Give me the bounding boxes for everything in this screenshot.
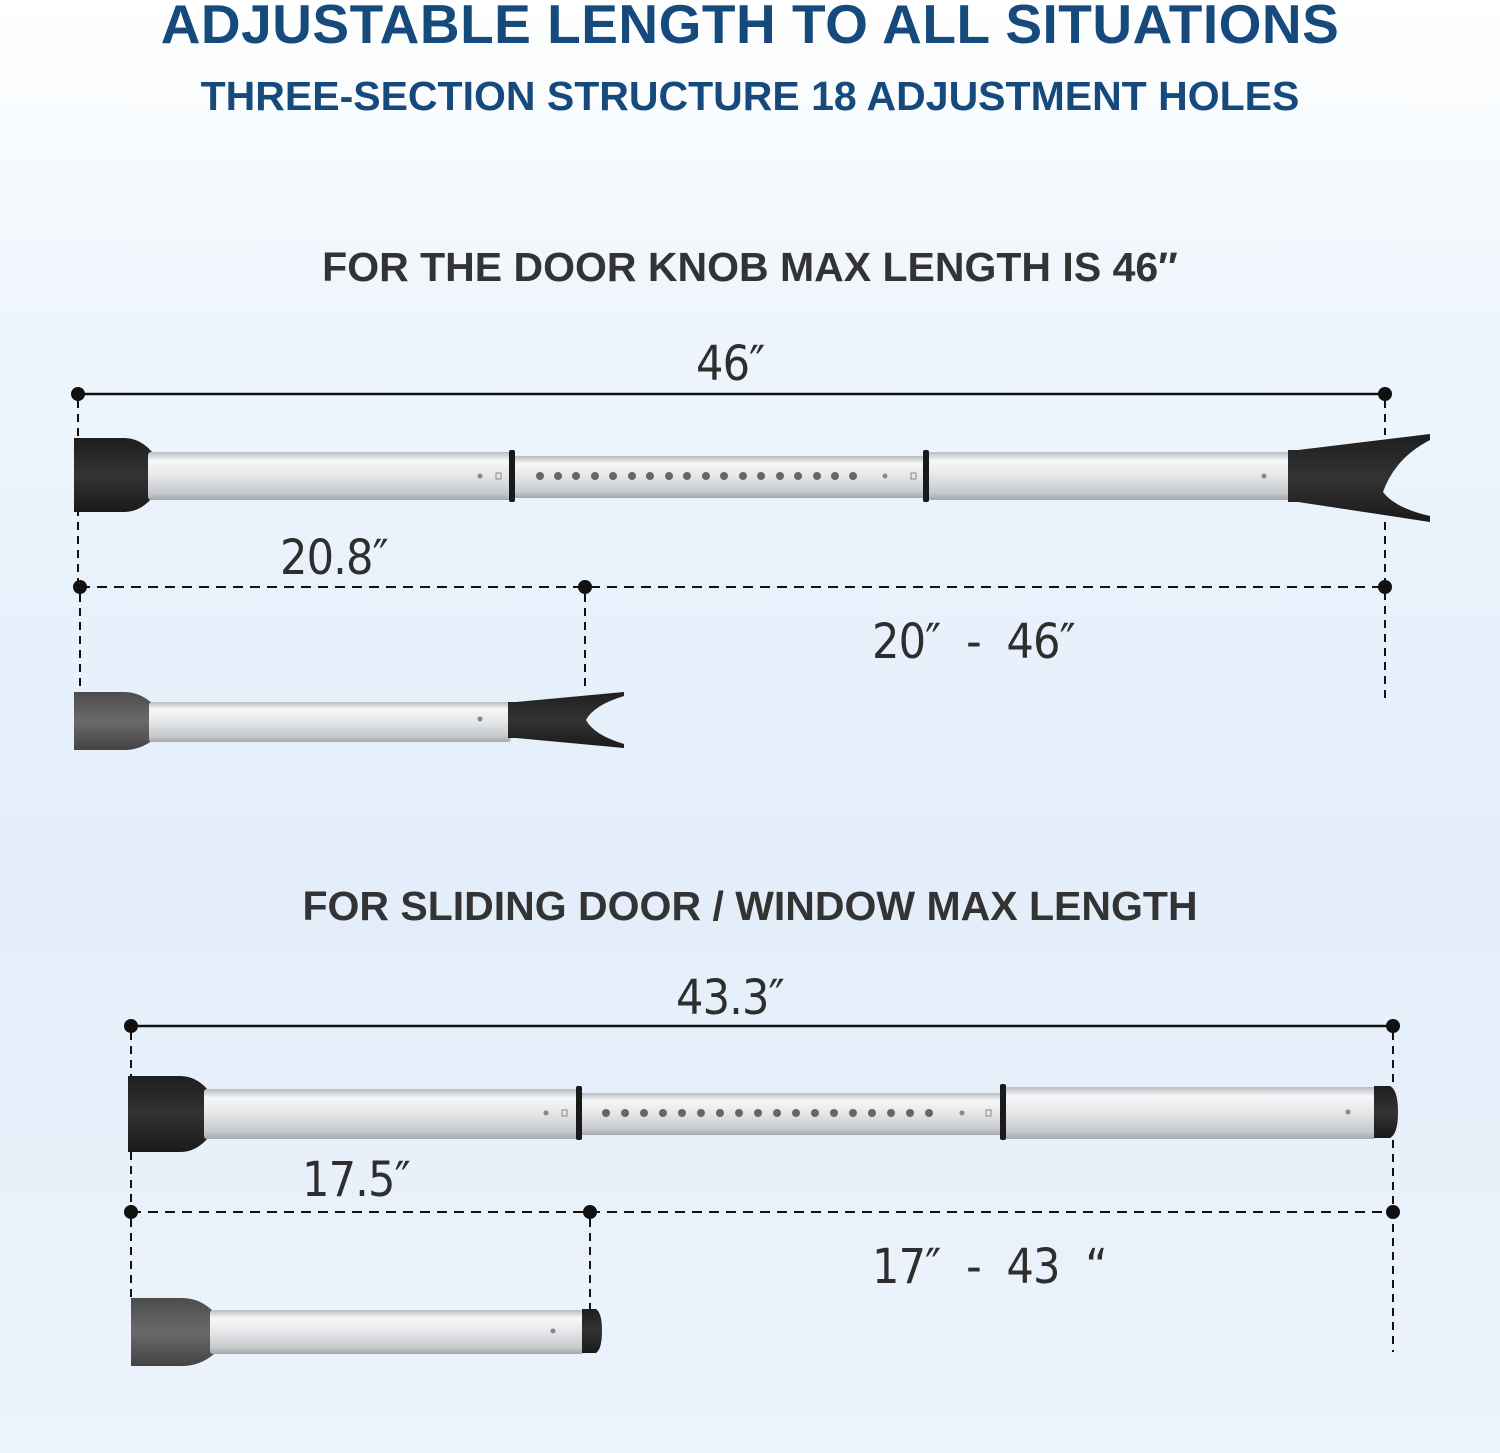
dimension-dot (124, 1019, 138, 1033)
dimension-dot (1378, 580, 1392, 594)
door-knob-max-length-label: 46″ (696, 336, 765, 392)
fork-end (508, 692, 624, 748)
sliding-door-dimension-lines (124, 1019, 1400, 1352)
dimension-dot (1378, 387, 1392, 401)
door-knob-bar-collapsed (74, 692, 624, 750)
dimension-dot (71, 387, 85, 401)
dimension-dot (578, 580, 592, 594)
sliding-door-max-length-label: 43.3″ (676, 970, 784, 1026)
fork-end (1288, 434, 1430, 522)
sliding-door-bar-collapsed (131, 1298, 602, 1366)
end-cap (582, 1309, 602, 1353)
dimension-dot (1386, 1019, 1400, 1033)
rubber-foot (131, 1298, 214, 1366)
dimension-dot (583, 1205, 597, 1219)
subtitle: THREE-SECTION STRUCTURE 18 ADJUSTMENT HOLES (200, 73, 1300, 119)
dimension-dot (124, 1205, 138, 1219)
sliding-door-min-length-label: 17.5″ (302, 1152, 410, 1208)
door-knob-min-length-label: 20.8″ (280, 530, 388, 586)
door-knob-dimension-lines (71, 387, 1392, 698)
rubber-foot (74, 692, 153, 750)
sliding-door-bar-extended (128, 1076, 1398, 1152)
rubber-foot (128, 1076, 208, 1152)
sliding-door-section-title: FOR SLIDING DOOR / WINDOW MAX LENGTH (302, 883, 1198, 929)
dimension-dot (73, 580, 87, 594)
door-knob-section-title: FOR THE DOOR KNOB MAX LENGTH IS 46″ (322, 244, 1178, 290)
rubber-foot (74, 438, 152, 512)
door-knob-bar-extended (74, 434, 1430, 522)
main-title: ADJUSTABLE LENGTH TO ALL SITUATIONS (160, 0, 1340, 55)
end-cap (1374, 1086, 1398, 1138)
door-knob-range-label: 20″ - 46″ (872, 614, 1075, 670)
dimension-dot (1386, 1205, 1400, 1219)
sliding-door-range-label: 17″ - 43 “ (872, 1239, 1107, 1295)
